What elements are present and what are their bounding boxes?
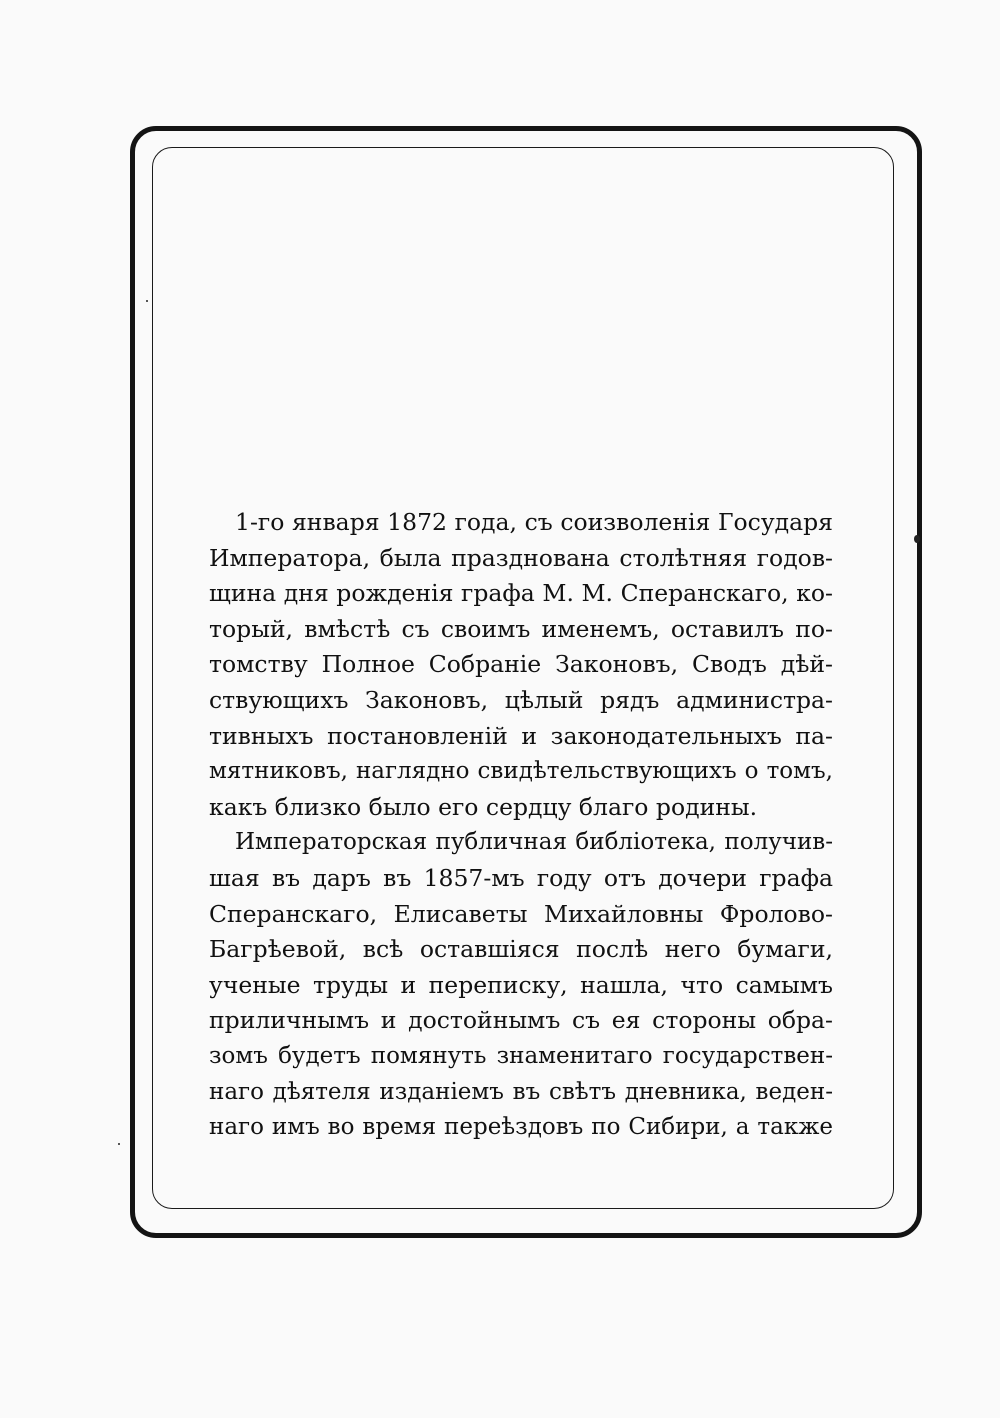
- text-line: мятниковъ, наглядно свидѣтельствующихъ о томъ,: [209, 758, 833, 785]
- text-line: щина дня рожденія графа М. М. Сперанскаго, ко-: [209, 579, 833, 608]
- paragraph-1: [209, 505, 833, 825]
- text-line: Императорская публичная библіотека, получив-: [235, 829, 833, 856]
- text-line: наго дѣятеля изданіемъ въ свѣтъ дневника, веден-: [209, 1078, 833, 1105]
- scan-speck: [118, 1143, 120, 1145]
- text-line: томству Полное Собраніе Законовъ, Сводъ дѣй-: [209, 650, 833, 679]
- text-line: какъ близко было его сердцу благо родины.: [209, 792, 758, 821]
- text-line: Императора, была празднована столѣтняя годов-: [209, 543, 833, 572]
- text-line: Багрѣевой, всѣ оставшіяся послѣ него бумаги,: [209, 935, 833, 964]
- text-line: ученые труды и переписку, нашла, что самымъ: [209, 970, 833, 999]
- text-line: наго имъ во время переѣздовъ по Сибири, а также: [209, 1114, 833, 1141]
- text-line: ствующихъ Законовъ, цѣлый рядъ администра-: [209, 685, 833, 714]
- text-line: торый, вмѣстѣ съ своимъ именемъ, оставилъ по-: [209, 614, 833, 643]
- scan-speck: [914, 535, 920, 543]
- text-line: приличнымъ и достойнымъ съ ея стороны обра-: [209, 1006, 833, 1035]
- scan-speck: [146, 300, 148, 302]
- body-text: [209, 505, 833, 1146]
- text-line: тивныхъ постановленій и законодательныхъ па-: [209, 721, 833, 750]
- text-line: 1-го января 1872 года, съ соизволенія Государя: [235, 508, 833, 536]
- text-line: зомъ будетъ помянуть знаменитаго государствен-: [209, 1042, 833, 1069]
- text-line: Сперанскаго, Елисаветы Михайловны Фролово-: [209, 899, 833, 928]
- text-line: шая въ даръ въ 1857-мъ году отъ дочери графа: [209, 863, 833, 892]
- paragraph-2: [209, 825, 833, 1145]
